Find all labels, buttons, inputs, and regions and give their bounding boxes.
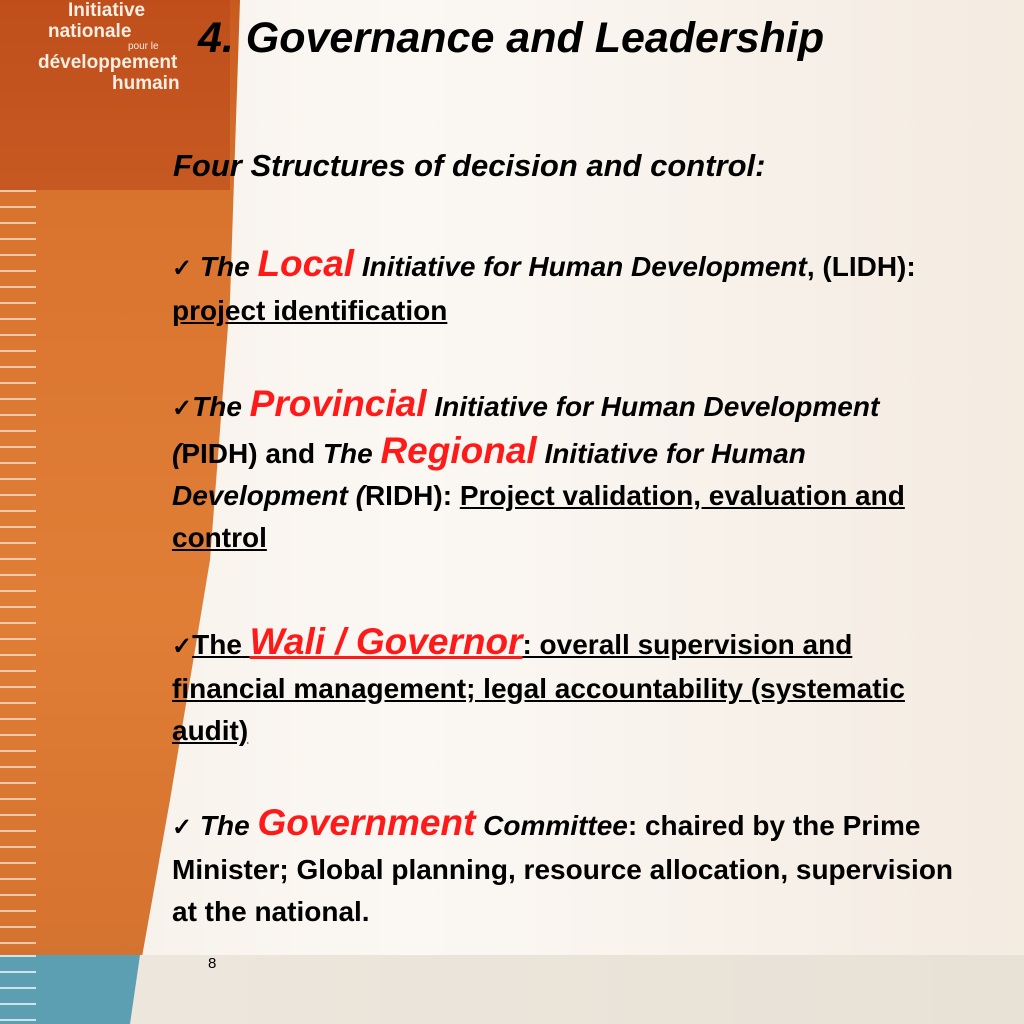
item-name: Initiative for Human (434, 391, 696, 422)
list-item-wali (172, 621, 962, 752)
decorative-teal-stripes (0, 955, 36, 1024)
item-acronym-2: RIDH): (364, 480, 453, 511)
checkmark-icon: ✓ (172, 395, 193, 422)
footer-strip (130, 955, 1024, 1024)
logo-line-2: nationale (48, 21, 132, 42)
list-item-government (172, 802, 962, 933)
list-item-local (172, 243, 962, 332)
item-the: The (192, 391, 242, 422)
list-item-provincial (172, 383, 962, 559)
item-role: project identification (172, 295, 448, 326)
slide-subtitle: Four Structures of decision and control: (173, 148, 766, 183)
checkmark-icon: ✓ (172, 814, 193, 841)
item-role: : chaired by the Prime Minister; Global planning, resource allocation, supervision at the national. (172, 810, 954, 927)
indh-logo (36, 0, 180, 94)
item-acronym: (LIDH): (822, 251, 916, 282)
checkmark-icon: ✓ (172, 633, 193, 660)
logo-line-5: humain (112, 73, 180, 94)
item-acronym: PIDH) and (181, 438, 316, 469)
item-the: The (192, 629, 242, 660)
item-name: Committee (483, 810, 628, 841)
page-number: 8 (208, 955, 217, 972)
item-keyword-2: Regional (380, 430, 537, 471)
logo-line-4: développement (38, 52, 178, 73)
item-role: Project validation, evaluation and control (172, 480, 905, 553)
item-name-2: Initiative for Human Development ( (172, 438, 806, 511)
logo-line-3: pour le (128, 41, 159, 52)
item-name: Initiative for Human Development (361, 251, 807, 282)
slide-title: 4. Governance and Leadership (198, 14, 825, 62)
checkmark-icon: ✓ (172, 255, 193, 282)
item-comma: , (806, 251, 815, 282)
item-keyword: Wali / Governor (249, 621, 523, 662)
item-the-2: The (322, 438, 373, 469)
item-the: The (199, 251, 250, 282)
item-keyword: Local (257, 243, 355, 284)
item-role: : overall supervision and financial management; legal accountability (systematic audit) (172, 629, 905, 746)
item-keyword: Government (257, 802, 476, 843)
item-name-cont: Development ( (172, 391, 880, 469)
item-the: The (199, 810, 250, 841)
decorative-stripes (0, 190, 36, 1024)
item-keyword: Provincial (249, 383, 427, 424)
logo-line-1: Initiative (68, 0, 146, 21)
